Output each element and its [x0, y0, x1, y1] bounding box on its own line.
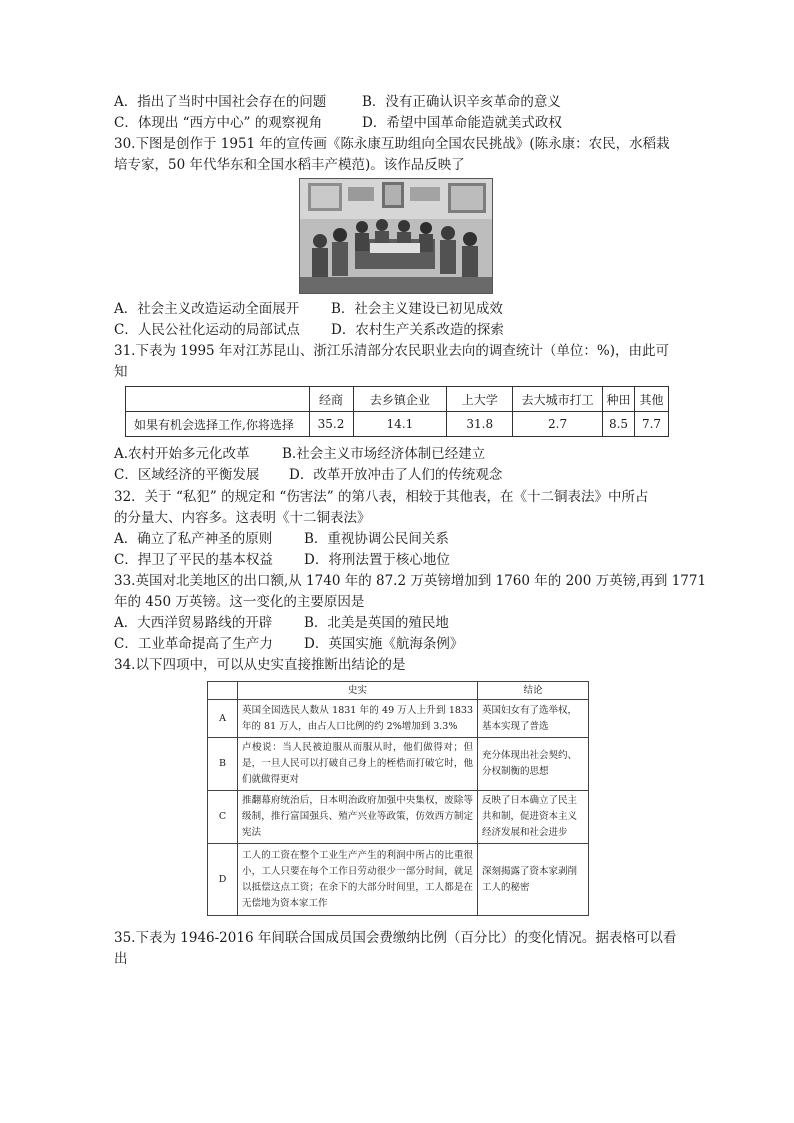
q29-option-b: B．没有正确认识辛亥革命的意义: [362, 94, 561, 110]
painting-illustration: [300, 179, 493, 294]
q30-stem-line1: 30.下图是创作于 1951 年的宣传画《陈永康互助组向全国农民挑战》(陈永康：农民，水稻栽: [114, 136, 670, 152]
row-conclusion: 英国妇女有了选举权，基本实现了普选: [478, 700, 589, 738]
q33-option-d: D．英国实施《航海条例》: [304, 636, 464, 652]
q32-option-b: B．重视协调公民间关系: [304, 531, 449, 547]
q31-stem-line1: 31.下表为 1995 年对江苏昆山、浙江乐清部分农民职业去向的调查统计（单位：%)，由此可: [114, 343, 670, 359]
table-corner-cell: [208, 682, 238, 700]
q30-option-d: D．农村生产关系改造的探索: [331, 322, 504, 338]
table-cell: 8.5: [603, 412, 635, 437]
table-header-fact: 史实: [238, 682, 478, 700]
q32-option-c: C．捍卫了平民的基本权益: [114, 552, 273, 568]
row-fact: 推翻幕府统治后，日本明治政府加强中央集权，废除等级制，推行富国强兵、殖产兴业等政策，仿效西方制定宪法: [238, 791, 478, 844]
table-row: [208, 844, 589, 916]
table-corner-cell: [126, 387, 310, 412]
q33-stem-line1: 33.英国对北美地区的出口额,从 1740 年的 87.2 万英镑增加到 1760 年的 200 万英镑,再到 1771: [114, 573, 707, 589]
row-label: C: [208, 791, 238, 844]
q30-stem-line2: 培专家，50 年代华东和全国水稻丰产模范)。该作品反映了: [114, 157, 465, 173]
table-header-cell: 其他: [634, 387, 668, 412]
q33-option-b: B．北美是英国的殖民地: [304, 615, 449, 631]
row-fact: 工人的工资在整个工业生产产生的利润中所占的比重很小，工人只要在每个工作日劳动很少一部分时间，就足以抵偿这点工资；在余下的大部分时间里，工人都是在无偿地为资本家工作: [238, 844, 478, 916]
table-header-cell: 上大学: [447, 387, 513, 412]
propaganda-painting: [299, 178, 493, 294]
q34-fact-conclusion-table: [207, 681, 589, 916]
table-header-cell: 去乡镇企业: [353, 387, 447, 412]
row-label: A: [208, 700, 238, 738]
q33-option-a: A．大西洋贸易路线的开辟: [114, 615, 273, 631]
q32-option-d: D．将刑法置于核心地位: [304, 552, 450, 568]
table-cell: 2.7: [513, 412, 603, 437]
q32-option-a: A．确立了私产神圣的原则: [114, 531, 273, 547]
table-row: [208, 700, 589, 738]
q30-option-b: B．社会主义建设已初见成效: [331, 301, 503, 317]
table-cell: 7.7: [634, 412, 668, 437]
table-row-label: 如果有机会选择工作,你将选择: [126, 412, 310, 437]
q30-option-a: A．社会主义改造运动全面展开: [114, 301, 300, 317]
q31-option-c: C．区域经济的平衡发展: [114, 467, 260, 483]
q30-option-c: C．人民公社化运动的局部试点: [114, 322, 300, 338]
table-cell: 31.8: [447, 412, 513, 437]
q34-stem: 34.以下四项中，可以从史实直接推断出结论的是: [114, 657, 406, 673]
q29-option-c: C．体现出 “西方中心” 的观察视角: [114, 115, 323, 131]
q33-option-c: C．工业革命提高了生产力: [114, 636, 273, 652]
row-conclusion: 反映了日本确立了民主共和制，促进资本主义经济发展和社会进步: [478, 791, 589, 844]
q31-option-a: A.农村开始多元化改革: [114, 446, 250, 462]
q29-option-a: A．指出了当时中国社会存在的问题: [114, 94, 327, 110]
table-row: [208, 738, 589, 791]
q32-stem-line1: 32．关于 “私犯” 的规定和 “伤害法” 的第八表，相较于其他表，在《十二铜表法》中所占: [114, 489, 649, 505]
row-label: B: [208, 738, 238, 791]
table-header-row: [208, 682, 589, 700]
q35-stem-line1: 35.下表为 1946-2016 年间联合国成员国会费缴纳比例（百分比）的变化情况。据表格可以看: [114, 930, 677, 946]
q31-option-b: B.社会主义市场经济体制已经建立: [282, 446, 486, 462]
q31-survey-table: [125, 386, 669, 437]
q31-option-d: D．改革开放冲击了人们的传统观念: [289, 467, 503, 483]
table-header-conclusion: 结论: [478, 682, 589, 700]
row-label: D: [208, 844, 238, 916]
table-cell: 35.2: [309, 412, 353, 437]
row-conclusion: 深刻揭露了资本家剥削工人的秘密: [478, 844, 589, 916]
table-header-row: [126, 387, 669, 412]
q33-stem-line2: 年的 450 万英镑。这一变化的主要原因是: [114, 594, 365, 610]
q31-stem-line2: 知: [114, 364, 128, 380]
table-cell: 14.1: [353, 412, 447, 437]
q32-stem-line2: 的分量大、内容多。这表明《十二铜表法》: [114, 510, 371, 526]
table-row: [126, 412, 669, 437]
table-header-cell: 种田: [603, 387, 635, 412]
row-fact: 卢梭说：当人民被迫服从而服从时，他们做得对；但是，一旦人民可以打破自己身上的桎梏而打破它时，他们就做得更对: [238, 738, 478, 791]
row-fact: 英国全国选民人数从 1831 年的 49 万人上升到 1833 年的 81 万人，由占人口比例的约 2%增加到 3.3%: [238, 700, 478, 738]
q35-stem-line2: 出: [114, 951, 128, 967]
row-conclusion: 充分体现出社会契约、分权制衡的思想: [478, 738, 589, 791]
table-row: [208, 791, 589, 844]
q29-option-d: D．希望中国革命能造就美式政权: [362, 115, 562, 131]
table-header-cell: 经商: [309, 387, 353, 412]
table-header-cell: 去大城市打工: [513, 387, 603, 412]
